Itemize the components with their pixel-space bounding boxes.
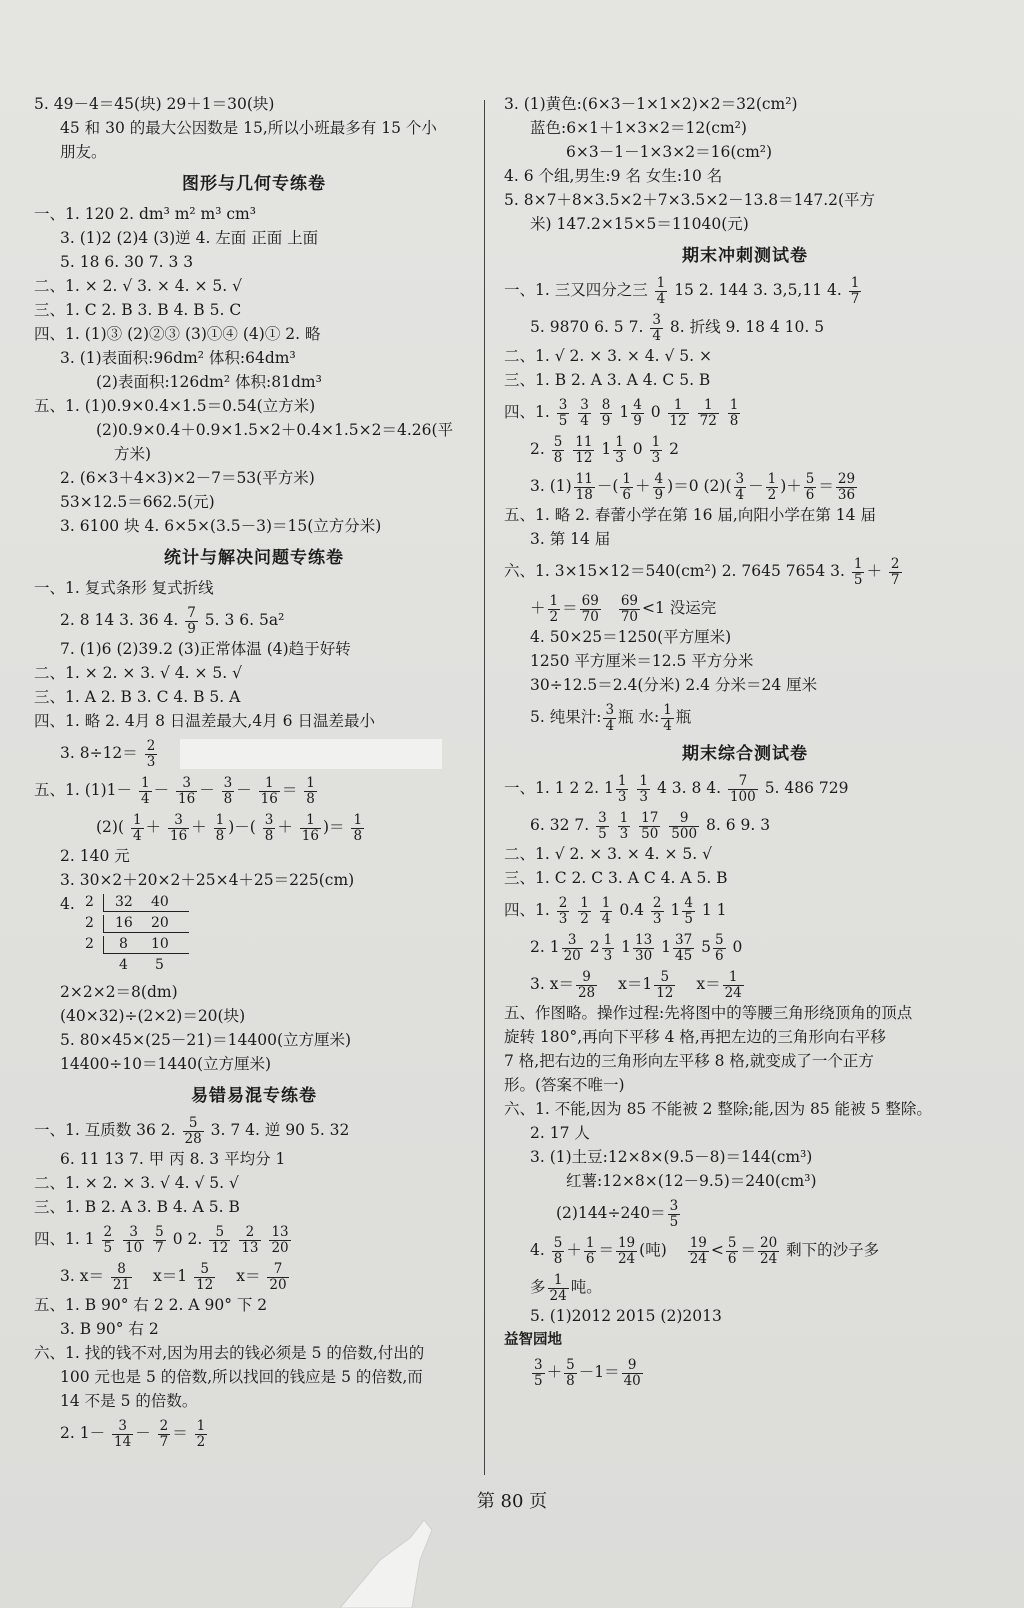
text-line: 30÷12.5＝2.4(分米) 2.4 分米＝24 厘米: [530, 676, 818, 694]
text-line: [504, 1271, 986, 1304]
page-number: 第 80 页: [476, 1491, 548, 1512]
text-line: 3. (1)黄色:(6×3－1×1×2)×2＝32(cm²): [504, 95, 798, 113]
text-line: 六、1. 找的钱不对,因为用去的钱必须是 5 的倍数,付出的: [34, 1344, 425, 1362]
text-line: 一、1. 复式条形 复式折线: [34, 579, 214, 597]
text-line: 蓝色:6×1＋1×3×2＝12(cm²): [530, 119, 747, 137]
fraction: $\frac{5}{6}$: [727, 1234, 737, 1267]
fraction: $\frac{20}{24}$: [759, 1234, 778, 1267]
text-line: 100 元也是 5 的倍数,所以找回的钱应是 5 的倍数,而: [60, 1368, 423, 1386]
page-corner-fold: [340, 1520, 460, 1608]
text-line: 3. B 90° 右 2: [60, 1320, 159, 1338]
fraction: $\frac{3}{5}$: [598, 809, 607, 842]
fraction: $\frac{9}{40}$: [623, 1356, 641, 1389]
text: 3. (1): [530, 477, 572, 495]
text: (吨): [639, 1241, 667, 1259]
text-line: 1250 平方厘米＝12.5 平方分米: [530, 652, 754, 670]
text: 3. x＝: [530, 975, 574, 993]
text-line: 三、1. C 2. C 3. A C 4. A 5. B: [504, 869, 728, 887]
fraction: $\frac{1}{3}$: [615, 433, 624, 466]
text-line: [504, 931, 986, 964]
text: x＝: [696, 975, 721, 993]
text-line: 7 格,把右边的三角形向左平移 8 格,就变成了一个正方: [504, 1052, 874, 1070]
text-line: 三、1. C 2. B 3. B 4. B 5. C: [34, 301, 242, 319]
fraction: $\frac{9}{28}$: [577, 968, 596, 1001]
text-line: 14 不是 5 的倍数。: [60, 1392, 198, 1410]
section-title: 图形与几何专练卷: [182, 174, 326, 194]
blank-redacted-area: [180, 739, 442, 769]
text: 0: [632, 440, 643, 458]
fraction: $\frac{1}{7}$: [850, 274, 860, 307]
text: 剩下的沙子多: [786, 1241, 880, 1259]
fraction: $\frac{69}{70}$: [581, 592, 599, 625]
fraction: $\frac{3}{10}$: [125, 1223, 143, 1256]
fraction: $\frac{19}{24}$: [689, 1234, 707, 1267]
text-line: 7. (1)6 (2)39.2 (3)正常体温 (4)趋于好转: [60, 640, 351, 658]
fraction: $\frac{2}{7}$: [159, 1417, 169, 1450]
text-line: (40×32)÷(2×2)＝20(块): [60, 1007, 246, 1025]
text-line: [34, 604, 474, 637]
text-line: 6×3－1－1×3×2＝16(cm²): [566, 143, 773, 161]
text: 四、1. 1: [34, 1230, 95, 1248]
text-line: 二、1. √ 2. × 3. × 4. √ 5. ×: [504, 347, 713, 365]
text: 5. 486 729: [764, 779, 849, 797]
text: 0: [732, 938, 743, 956]
text: 3. 8÷12＝: [60, 744, 138, 762]
fraction: $\frac{37}{45}$: [674, 931, 693, 964]
text: 8. 折线 9. 18 4 10. 5: [669, 318, 825, 336]
fraction: $\frac{3}{4}$: [580, 396, 589, 429]
text-line: 朋友。: [60, 143, 107, 161]
text-line: 3. 第 14 届: [530, 530, 611, 548]
text-line: $\frac{3}{5}$ ＋ $\frac{5}{8}$ －1＝ $\frac{9}{40}$: [534, 1356, 641, 1389]
fraction: $\frac{1}{3}$: [639, 772, 648, 805]
text: (2): [96, 818, 118, 836]
text-line: 53×12.5＝662.5(元): [60, 493, 215, 511]
fraction: $\frac{1}{2}$: [196, 1417, 206, 1450]
text-line: 二、1. × 2. × 3. √ 4. √ 5. √: [34, 1174, 239, 1192]
text-line: 2. 140 元: [60, 847, 130, 865]
section-title: 期末综合测试卷: [682, 744, 808, 764]
section-title-puzzle: 益智园地: [504, 1332, 562, 1348]
fraction: $\frac{1}{8}$: [353, 811, 363, 844]
division-ladder: 4. 2 32 40 2 16 20 2 8 10 4 5: [34, 892, 474, 980]
text-line: 红薯:12×8×(12－9.5)＝240(cm³): [566, 1172, 817, 1190]
fraction: $\frac{3}{16}$: [169, 811, 188, 844]
right-column: [504, 92, 986, 1389]
fraction: $\frac{5}{28}$: [184, 1114, 202, 1147]
text-line: ＋ $\frac{1}{2}$ ＝ $\frac{69}{70}$ $\frac{69}{70}$ <1 没运完: [530, 592, 717, 625]
text: －1＝: [578, 1363, 620, 1381]
text: 1 1: [701, 901, 727, 919]
text: 2: [669, 440, 680, 458]
fraction: $\frac{1}{5}$: [853, 555, 863, 588]
fraction: $\frac{5}{8}$: [566, 1356, 575, 1389]
fraction: $\frac{3}{5}$: [534, 1356, 543, 1389]
text: 2. 1－: [60, 1424, 106, 1442]
text-line: 2×2×2＝8(dm): [60, 983, 178, 1001]
section-title: 统计与解决问题专练卷: [164, 548, 344, 568]
text: 2.: [530, 440, 545, 458]
text-line: [34, 1114, 474, 1147]
text-line: [504, 772, 986, 805]
short-division-table: 2 32 40 2 16 20 2 8 10 4 5: [85, 892, 94, 976]
text: 5: [701, 938, 711, 956]
fraction: $\frac{13}{20}$: [271, 1223, 289, 1256]
fraction: $\frac{17}{50}$: [641, 809, 659, 842]
fraction: $\frac{1}{2}$: [549, 592, 559, 625]
fraction: $\frac{1}{8}$: [215, 811, 225, 844]
fraction: $\frac{2}{7}$: [890, 555, 900, 588]
fraction: $\frac{1}{2}$: [767, 470, 777, 503]
text-line: 四、1. (1)③ (2)②③ (3)①④ (4)① 2. 略: [34, 325, 321, 343]
fraction: $\frac{9}{500}$: [671, 809, 698, 842]
text-line: 旋转 180°,再向下平移 4 格,再把左边的三角形向右平移: [504, 1028, 886, 1046]
fraction: $\frac{8}{21}$: [112, 1260, 131, 1293]
text-line: [504, 433, 986, 466]
fraction: $\frac{1}{4}$: [656, 274, 666, 307]
text-line: 一、1. 120 2. dm³ m² m³ cm³: [34, 205, 256, 223]
text: 1: [670, 901, 681, 919]
text-line: 5. 8×7＋8×3.5×2＋7×3.5×2－13.8＝147.2(平方: [504, 191, 876, 209]
text: 3. x＝: [60, 1267, 104, 1285]
text-line: 三、1. B 2. A 3. B 4. A 5. B: [34, 1198, 240, 1216]
text: 一、1. 三又四分之三: [504, 281, 648, 299]
text-line: (2)( $\frac{1}{4}$ ＋ $\frac{3}{16}$ ＋ $\frac{1}{8}$ )－( $\frac{3}{8}$ ＋ $\frac{1}{16}$ )＝ $\frac{1}{8}$: [96, 811, 363, 844]
text-line: [504, 809, 986, 842]
text-line: 方米): [114, 445, 152, 463]
text-line: 3. 30×2＋20×2＋25×4＋25＝225(cm): [60, 871, 355, 889]
text: 0 2.: [172, 1230, 208, 1248]
fraction: $\frac{19}{24}$: [617, 1234, 636, 1267]
text-line: [504, 968, 986, 1001]
text: 0.4: [619, 901, 644, 919]
fraction: $\frac{7}{9}$: [187, 604, 196, 637]
fraction: $\frac{3}{5}$: [669, 1197, 679, 1230]
fraction: $\frac{4}{9}$: [633, 396, 642, 429]
text-line: 三、1. A 2. B 3. C 4. B 5. A: [34, 688, 241, 706]
fraction: $\frac{3}{8}$: [223, 774, 233, 807]
fraction: $\frac{1}{3}$: [603, 931, 613, 964]
fraction: $\frac{8}{9}$: [601, 396, 611, 429]
text-line: 3. (1) $\frac{11}{18}$ －( $\frac{1}{6}$ ＋ $\frac{4}{9}$ )＝0 (2)( $\frac{3}{4}$ － $\frac{1}{2}$ )＋ $\frac{5}{6}$ ＝ $\frac{29}{36}$: [530, 470, 856, 503]
fraction: $\frac{11}{18}$: [575, 470, 593, 503]
fraction: $\frac{69}{70}$: [620, 592, 638, 625]
text-line: 五、1. 略 2. 春蕾小学在第 16 届,向阳小学在第 14 届: [504, 506, 876, 524]
text-line: 3. 6100 块 4. 6×5×(3.5－3)＝15(立方分米): [60, 517, 382, 535]
fraction: $\frac{3}{4}$: [735, 470, 745, 503]
fraction: $\frac{1}{6}$: [622, 470, 632, 503]
text-line: (2)0.9×0.4＋0.9×1.5×2＋0.4×1.5×2＝4.26(平: [96, 421, 454, 439]
text-line: 五、1. (1)0.9×0.4×1.5＝0.54(立方米): [34, 397, 316, 415]
text-line: 二、1. × 2. × 3. √ 4. × 5. √: [34, 664, 243, 682]
text: 吨。: [570, 1278, 602, 1296]
text: 4.: [530, 1241, 545, 1259]
fraction: $\frac{1}{2}$: [580, 894, 589, 927]
text: 2. 8 14 3. 36 4.: [60, 611, 179, 629]
text: (2)144÷240＝: [556, 1204, 666, 1222]
text-line: 5. (1)2012 2015 (2)2013: [530, 1307, 722, 1325]
text-line: [34, 1260, 474, 1293]
text: 5. 纯果汁:: [530, 708, 602, 726]
fraction: $\frac{3}{16}$: [178, 774, 196, 807]
text: 5. 3 6. 5a²: [204, 611, 285, 629]
fraction: $\frac{5}{7}$: [155, 1223, 164, 1256]
text: 四、1.: [504, 403, 550, 421]
fraction: $\frac{1}{16}$: [301, 811, 319, 844]
fraction: $\frac{1}{4}$: [663, 701, 672, 734]
text-line: [34, 1223, 474, 1256]
text-line: 三、1. B 2. A 3. A 4. C 5. B: [504, 371, 711, 389]
text: 3. 7 4. 逆 90 5. 32: [210, 1121, 350, 1139]
fraction: $\frac{5}{12}$: [656, 968, 674, 1001]
section-title: 易错易混专练卷: [191, 1086, 317, 1106]
column-divider: [484, 100, 485, 1475]
left-column: [34, 92, 474, 1450]
text: 8. 6 9. 3: [706, 816, 771, 834]
text-line: 5. 49－4＝45(块) 29＋1＝30(块): [34, 95, 275, 113]
text-line: 米) 147.2×15×5＝11040(元): [530, 215, 749, 233]
fraction: $\frac{3}{4}$: [652, 311, 661, 344]
fraction: $\frac{1}{3}$: [619, 809, 629, 842]
text: 15 2. 144 3. 3,5,11 4.: [674, 281, 842, 299]
fraction: $\frac{1}{3}$: [617, 772, 627, 805]
text: 6. 32 7.: [530, 816, 590, 834]
text: x＝1: [153, 1267, 188, 1285]
fraction: $\frac{3}{20}$: [563, 931, 581, 964]
text: 2: [589, 938, 600, 956]
text-line: 14400÷10＝1440(立方厘米): [60, 1055, 272, 1073]
fraction: $\frac{3}{5}$: [558, 396, 568, 429]
text: ＝0 (2): [673, 477, 726, 495]
fraction: $\frac{2}{13}$: [241, 1223, 259, 1256]
fraction: $\frac{5}{8}$: [553, 433, 563, 466]
text-line: 5. 18 6. 30 7. 3 3: [60, 253, 194, 271]
text: <1 没运完: [642, 599, 717, 617]
fraction: $\frac{2}{3}$: [652, 894, 662, 927]
text-line: 五、作图略。操作过程:先将图中的等腰三角形绕顶角的顶点: [504, 1004, 913, 1022]
text-line: 5. 80×45×(25－21)＝14400(立方厘米): [60, 1031, 352, 1049]
text: 瓶 水:: [618, 708, 660, 726]
text-line: 6. 11 13 7. 甲 丙 8. 3 平均分 1: [60, 1150, 286, 1168]
text-line: 45 和 30 的最大公因数是 15,所以小班最多有 15 个小: [60, 119, 437, 137]
fraction: $\frac{3}{14}$: [114, 1417, 132, 1450]
fraction: $\frac{2}{3}$: [146, 737, 156, 770]
fraction: $\frac{5}{6}$: [714, 931, 724, 964]
text-line: 六、1. 3×15×12＝540(cm²) 2. 7645 7654 3. $\frac{1}{5}$ ＋ $\frac{2}{7}$: [504, 555, 900, 588]
text-line: [504, 396, 986, 429]
fraction: $\frac{1}{4}$: [140, 774, 150, 807]
text: x＝1: [618, 975, 653, 993]
text-line: 五、1. B 90° 右 2 2. A 90° 下 2: [34, 1296, 268, 1314]
text: 五、1. (1)1－: [34, 781, 133, 799]
fraction: $\frac{3}{8}$: [264, 811, 274, 844]
text-line: 3. (1)表面积:96dm² 体积:64dm³: [60, 349, 296, 367]
text: 1: [621, 938, 631, 956]
text-line: [504, 701, 986, 734]
fraction: $\frac{7}{100}$: [729, 772, 756, 805]
fraction: $\frac{4}{5}$: [684, 894, 693, 927]
fraction: $\frac{7}{20}$: [269, 1260, 287, 1293]
section-title: 期末冲刺测试卷: [682, 246, 808, 266]
fraction: $\frac{1}{16}$: [260, 774, 278, 807]
text: 4 3. 8 4.: [656, 779, 722, 797]
text-line: [504, 274, 986, 307]
fraction: $\frac{2}{5}$: [103, 1223, 113, 1256]
text: 1: [619, 403, 630, 421]
text: 2. 1: [530, 938, 560, 956]
text-line: 六、1. 不能,因为 85 不能被 2 整除;能,因为 85 能被 5 整除。: [504, 1100, 932, 1118]
fraction: $\frac{3}{4}$: [605, 701, 615, 734]
text-line: 3. (1)2 (2)4 (3)逆 4. 左面 正面 上面: [60, 229, 319, 247]
fraction: $\frac{29}{36}$: [837, 470, 856, 503]
fraction: $\frac{1}{4}$: [132, 811, 142, 844]
fraction: $\frac{11}{12}$: [575, 433, 593, 466]
text-line: 4. 6 个组,男生:9 名 女生:10 名: [504, 167, 723, 185]
fraction: $\frac{1}{3}$: [651, 433, 661, 466]
text-line: 4. $\frac{5}{8}$ ＋ $\frac{1}{6}$ ＝ $\frac{19}{24}$ (吨) $\frac{19}{24}$ < $\frac{5}{6}$ ＝ $\frac{20}{24}$ 剩下的沙子多: [530, 1234, 880, 1267]
text: 一、1. 1 2 2. 1: [504, 779, 614, 797]
text: 一、1. 互质数 36 2.: [34, 1121, 176, 1139]
text-line: 四、1. 略 2. 4月 8 日温差最大,4月 6 日温差最小: [34, 712, 375, 730]
text: 瓶: [675, 708, 692, 726]
fraction: $\frac{1}{6}$: [585, 1234, 595, 1267]
text-line: [504, 311, 986, 344]
fraction: $\frac{1}{12}$: [669, 396, 687, 429]
text-line: 形。(答案不唯一): [504, 1076, 625, 1094]
text: x＝: [236, 1267, 261, 1285]
fraction: $\frac{1}{72}$: [699, 396, 717, 429]
text: 0: [650, 403, 661, 421]
fraction: $\frac{1}{8}$: [306, 774, 315, 807]
fraction: $\frac{5}{8}$: [553, 1234, 563, 1267]
text: 1: [661, 938, 671, 956]
fraction: $\frac{1}{4}$: [601, 894, 611, 927]
fraction: $\frac{1}{24}$: [549, 1271, 567, 1304]
text: ＋: [530, 599, 546, 617]
text: 1: [601, 440, 612, 458]
text-line: 二、1. × 2. √ 3. × 4. × 5. √: [34, 277, 243, 295]
text-line: [34, 737, 474, 770]
fraction: $\frac{13}{30}$: [634, 931, 653, 964]
text: 多: [530, 1278, 546, 1296]
fraction: $\frac{1}{8}$: [729, 396, 739, 429]
fraction: $\frac{2}{3}$: [558, 894, 568, 927]
text-line: [504, 1197, 986, 1230]
text-line: 五、1. (1)1－ $\frac{1}{4}$ － $\frac{3}{16}$ － $\frac{3}{8}$ － $\frac{1}{16}$ ＝ $\frac{1}{8}$: [34, 774, 315, 807]
text-line: [504, 894, 986, 927]
fraction: $\frac{5}{6}$: [805, 470, 815, 503]
text: 六、1. 3×15×12＝540(cm²) 2. 7645 7654 3.: [504, 562, 845, 580]
text-line: 2. 1－ $\frac{3}{14}$ － $\frac{2}{7}$ ＝ $\frac{1}{2}$: [60, 1417, 206, 1450]
text: 5. 9870 6. 5 7.: [530, 318, 644, 336]
text-line: 2. (6×3＋4×3)×2－7＝53(平方米): [60, 469, 315, 487]
text-line: 3. (1)土豆:12×8×(9.5－8)＝144(cm³): [530, 1148, 813, 1166]
fraction: $\frac{1}{24}$: [724, 968, 742, 1001]
text-line: 二、1. √ 2. × 3. × 4. × 5. √: [504, 845, 713, 863]
fraction: $\frac{4}{9}$: [654, 470, 664, 503]
text-line: 2. 17 人: [530, 1124, 590, 1142]
text-line: (2)表面积:126dm² 体积:81dm³: [96, 373, 322, 391]
fraction: $\frac{5}{12}$: [211, 1223, 229, 1256]
fraction: $\frac{5}{12}$: [196, 1260, 214, 1293]
text: 四、1.: [504, 901, 550, 919]
text-line: 4. 50×25＝1250(平方厘米): [530, 628, 732, 646]
